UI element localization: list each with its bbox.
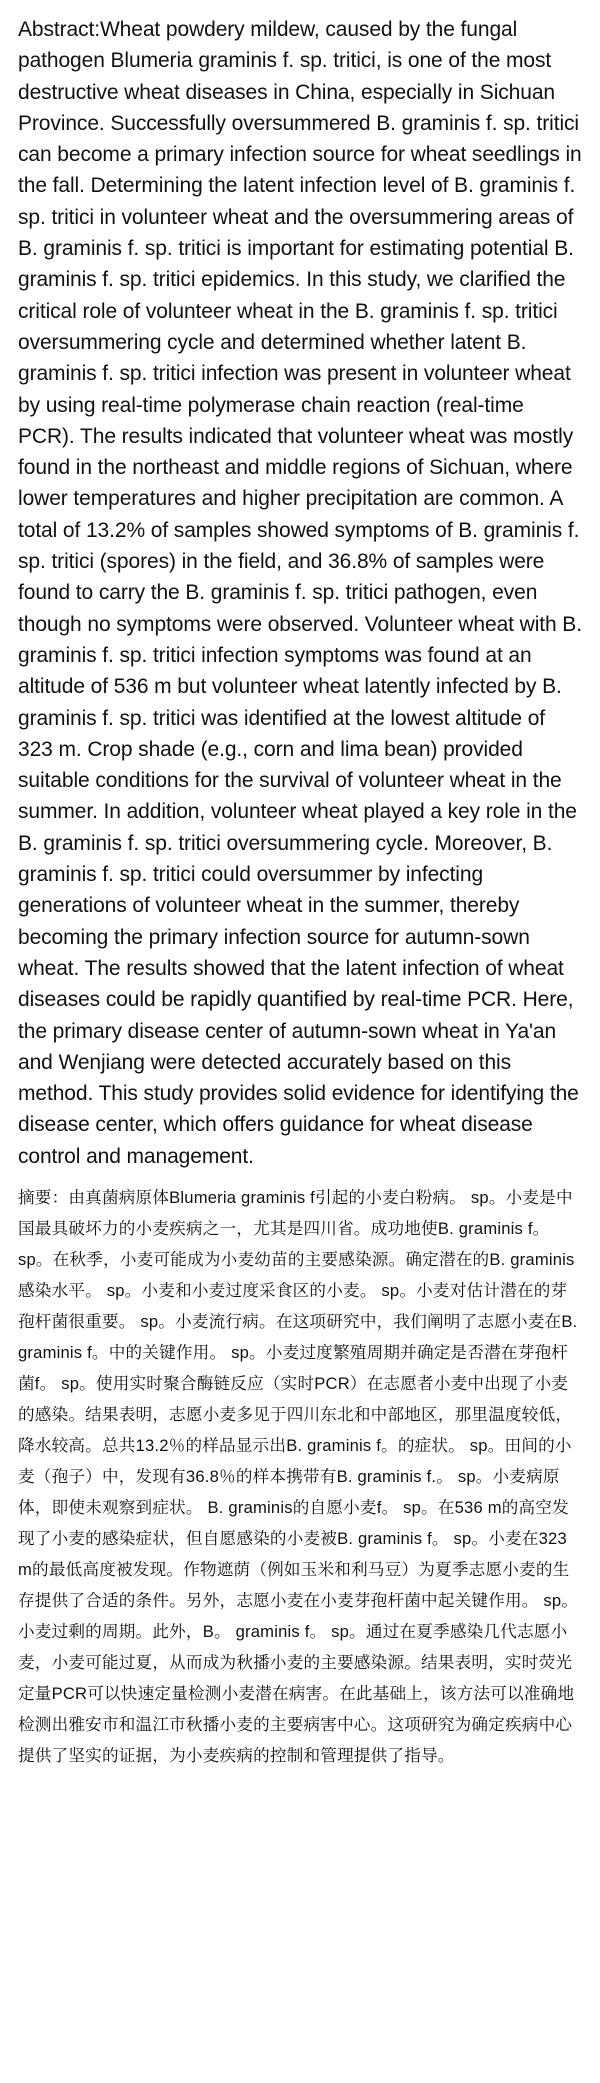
abstract-english: Abstract:Wheat powdery mildew, caused by the fungal pathogen Blumeria graminis f. sp. tritici, is one of the most destructive wheat diseases in China, especially in Sichuan Province. Successfully oversummered B. graminis f. sp. tritici can become a primary infection source for wheat seedlings in the fall. Determining the latent infection level of B. graminis f. sp. tritici in volunteer wheat and the oversummering areas of B. graminis f. sp. tritici is important for estimating potential B. graminis f. sp. tritici epidemics. In this study, we clarified the critical role of volunteer wheat in the B. graminis f. sp. tritici oversummering cycle and determined whether latent B. graminis f. sp. tritici infection was present in volunteer wheat by using real-time polymerase chain reaction (real-time PCR). The results indicated that volunteer wheat was mostly found in the northeast and middle regions of Sichuan, where lower temperatures and higher precipitation are common. A total of 13.2% of samples showed symptoms of B. graminis f. sp. tritici (spores) in the field, and 36.8% of samples were found to carry the B. graminis f. sp. tritici pathogen, even though no symptoms were observed. Volunteer wheat with B. graminis f. sp. tritici infection symptoms was found at an altitude of 536 m but volunteer wheat latently infected by B. graminis f. sp. tritici was identified at the lowest altitude of 323 m. Crop shade (e.g., corn and lima bean) provided suitable conditions for the survival of volunteer wheat in the summer. In addition, volunteer wheat played a key role in the B. graminis f. sp. tritici oversummering cycle. Moreover, B. graminis f. sp. tritici could oversummer by infecting generations of volunteer wheat in the summer, thereby becoming the primary infection source for autumn-sown wheat. The results showed that the latent infection of wheat diseases could be rapidly quantified by real-time PCR. Here, the primary disease center of autumn-sown wheat in Ya'an and Wenjiang were detected accurately based on this method. This study provides solid evidence for identifying the disease center, which offers guidance for wheat disease control and management. [18, 18, 582, 1168]
abstract-chinese: 摘要：由真菌病原体Blumeria graminis f引起的小麦白粉病。 sp。小麦是中国最具破坏力的小麦疾病之一，尤其是四川省。成功地使B. graminis f。 sp。在秋季，小麦可能成为小麦幼苗的主要感染源。确定潜在的B. graminis感染水平。 sp。小麦和小麦过度采食区的小麦。 sp。小麦对估计潜在的芽孢杆菌很重要。 sp。小麦流行病。在这项研究中，我们阐明了志愿小麦在B. graminis f。中的关键作用。 sp。小麦过度繁殖周期并确定是否潜在芽孢杆菌f。 sp。使用实时聚合酶链反应（实时PCR）在志愿者小麦中出现了小麦的感染。结果表明，志愿小麦多见于四川东北和中部地区，那里温度较低，降水较高。总共13.2％的样品显示出B. graminis f。的症状。 sp。田间的小麦（孢子）中，发现有36.8％的样本携带有B. graminis f.。 sp。小麦病原体，即使未观察到症状。 B. graminis的自愿小麦f。 sp。在536 m的高空发现了小麦的感染症状，但自愿感染的小麦被B. graminis f。 sp。小麦在323 m的最低高度被发现。作物遮荫（例如玉米和利马豆）为夏季志愿小麦的生存提供了合适的条件。另外，志愿小麦在小麦芽孢杆菌中起关键作用。 sp。小麦过剩的周期。此外，B。 graminis f。 sp。通过在夏季感染几代志愿小麦，小麦可能过夏，从而成为秋播小麦的主要感染源。结果表明，实时荧光定量PCR可以快速定量检测小麦潜在病害。在此基础上，该方法可以准确地检测出雅安市和温江市秋播小麦的主要病害中心。这项研究为确定疾病中心提供了坚实的证据，为小麦疾病的控制和管理提供了指导。 [18, 1187, 579, 1765]
